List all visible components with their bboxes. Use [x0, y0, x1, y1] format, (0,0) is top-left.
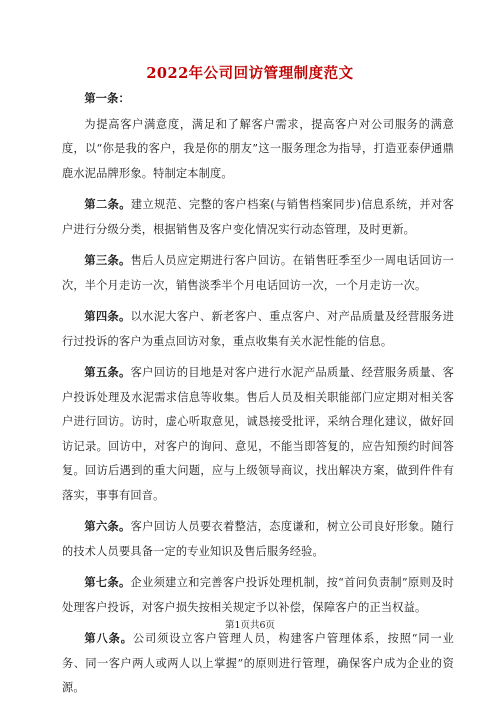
article-5: [62, 360, 454, 508]
article-6: [62, 514, 454, 564]
article-text: 建立规范、完整的客户档案(与销售档案同步)信息系统，并对客户进行分级分类，根据销售及客户变化情况实行动态管理，及时更新。: [62, 198, 454, 236]
article-text: 以水泥大客户、新老客户、重点客户、对产品质量及经营服务进行过投诉的客户为重点回访对象，重点收集有关水泥性能的信息。: [62, 310, 454, 348]
article-3: [62, 248, 454, 298]
article-label: 第三条。: [84, 253, 131, 267]
article-label: 第五条。: [84, 365, 131, 379]
article-text: 客户回访的目地是对客户进行水泥产品质量、经营服务质量、客户投诉处理及水泥需求信息等收集。售后人员及相关职能部门应定期对相关客户进行回访。访时，虚心听取意见，诚恳接受批评，采纳合理化建议，做好回访记录。回访中，对客户的询问、意见，不能当即答复的，应告知预约时间答复。回访后遇到的重大问题，应与上级领导商议，找出解决方案，做到件件有落实，事事有回音。: [62, 366, 454, 502]
article-1-text: [62, 112, 454, 187]
article-label: 第二条。: [84, 197, 131, 211]
article-2: [62, 192, 454, 242]
article-text: 企业须建立和完善客户投诉处理机制，按“首问负责制”原则及时处理客户投诉，对客户损失按相关规定予以补偿，保障客户的正当权益。: [62, 576, 454, 614]
article-text: 为提高客户满意度，满足和了解客户需求，提高客户对公司服务的满意度，以“你是我的客户，我是你的朋友”这一服务理念为指导，打造亚泰伊通鼎鹿水泥品牌形象。特制定本制度。: [62, 117, 454, 180]
page-footer: 第1页共6页: [224, 620, 276, 631]
article-1-heading: [62, 86, 454, 112]
article-label: 第一条：: [84, 91, 130, 105]
article-text: 客户回访人员要衣着整洁，态度谦和，树立公司良好形象。随行的技术人员要具备一定的专业知识及售后服务经验。: [62, 520, 454, 558]
article-label: 第六条。: [84, 519, 131, 533]
article-label: 第八条。: [84, 631, 133, 645]
article-4: [62, 304, 454, 354]
article-text: 售后人员应定期进行客户回访。在销售旺季至少一周电话回访一次，半个月走访一次，销售淡季半个月电话回访一次，一个月走访一次。: [62, 254, 454, 292]
article-label: 第七条。: [84, 575, 131, 589]
document-body: [62, 86, 454, 707]
article-text: 公司须设立客户管理人员，构建客户管理体系，按照“同一业务、同一客户两人或两人以上掌握”的原则进行管理，确保客户成为企业的资源。: [62, 632, 454, 694]
article-label: 第四条。: [84, 309, 131, 323]
article-8: [62, 626, 454, 701]
document-title: 2022年公司回访管理制度范文: [146, 65, 354, 82]
article-7: [62, 570, 454, 620]
